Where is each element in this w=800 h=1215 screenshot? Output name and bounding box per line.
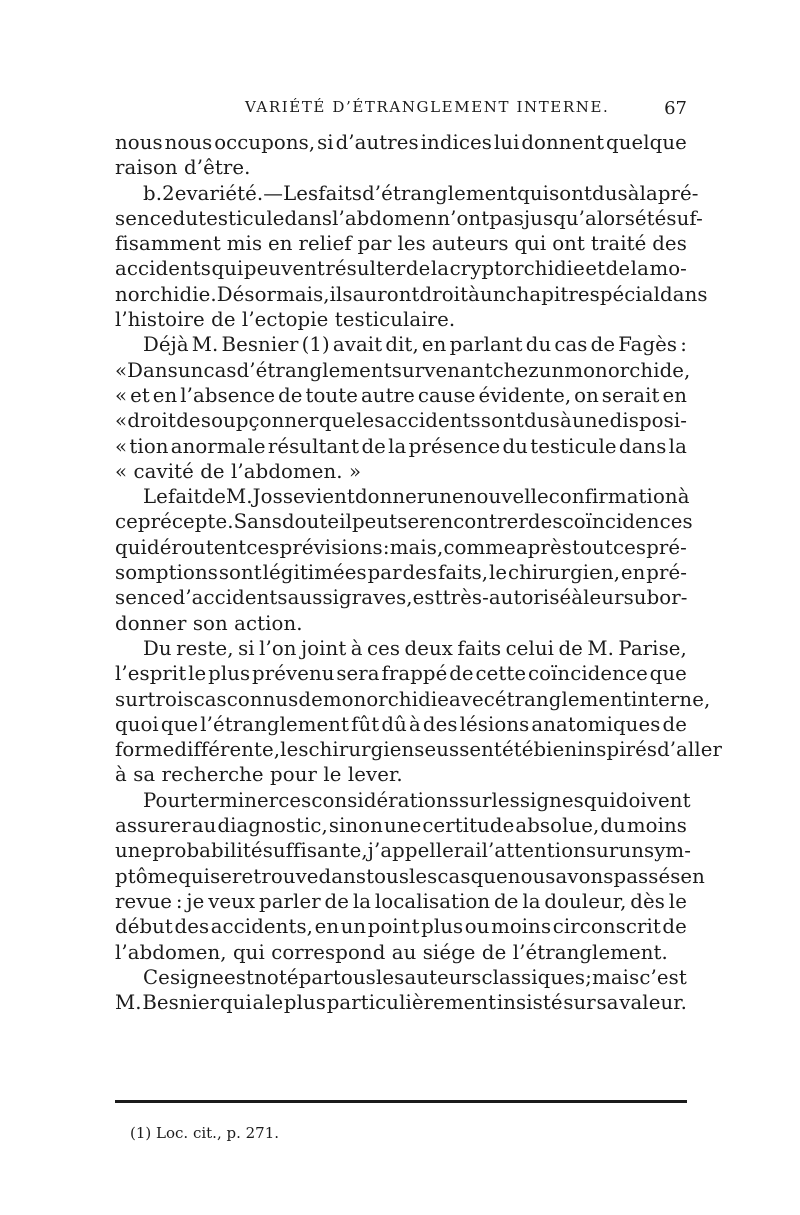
text-line: « et en l’absence de toute autre cause évidente, on serait en <box>115 383 687 407</box>
text-line: somptions sont légitimées par des faits, le chirurgien, en pré- <box>115 561 687 585</box>
text-line: ce précepte. Sans doute il peut se rencontrer des coïncidences <box>115 510 693 534</box>
page-header <box>115 98 687 124</box>
text-line: nous nous occupons, si d’autres indices lui donnent quelque <box>115 131 687 154</box>
text-line: ptôme qui se retrouve dans tous les cas que nous avons passés en <box>115 864 705 888</box>
text-line: début des accidents, en un point plus ou moins circonscrit de <box>115 915 687 939</box>
text-line: Déjà M. Besnier (1) avait dit, en parlant du cas de Fagès : <box>143 333 687 357</box>
text-line: Le fait de M. Josse vient donner une nouvelle confirmation à <box>143 485 690 509</box>
text-line: assurer au diagnostic, sinon une certitude absolue, du moins <box>115 814 687 838</box>
text-line: l’histoire de l’ectopie testiculaire. <box>115 308 456 332</box>
text-line: « tion anormale résultant de la présence du testicule dans la <box>115 434 687 458</box>
text-line: sence du testicule dans l’abdomen n’ont pas jusqu’alors été suf- <box>115 206 703 230</box>
text-line: sence d’accidents aussi graves, est très-autorisé à leur subor- <box>115 586 688 610</box>
text-line: b. 2e variété. — Les faits d’étranglement qui sont dus à la pré- <box>143 181 699 205</box>
text-line: Du reste, si l’on joint à ces deux faits celui de M. Parise, <box>143 636 687 660</box>
text-line: l’esprit le plus prévenu sera frappé de cette coïncidence que <box>115 662 687 686</box>
text-line: Ce signe est noté par tous les auteurs classiques ; mais c’est <box>143 965 687 989</box>
text-line: norchidie. Désormais, ils auront droit à un chapitre spécial dans <box>115 282 708 306</box>
text-line: « Dans un cas d’étranglement survenant chez un monorchide, <box>115 358 691 382</box>
text-line: donner son action. <box>115 611 303 635</box>
page-number: 67 <box>664 98 687 119</box>
text-line: quoi que l’étranglement fût dû à des lésions anatomiques de <box>115 712 687 736</box>
text-line: « droit de soupçonner que les accidents sont dus à une disposi- <box>115 409 687 433</box>
text-line: fisamment mis en relief par les auteurs qui ont traité des <box>115 232 687 256</box>
text-line: accidents qui peuvent résulter de la cryptorchidie et de la mo- <box>115 257 687 281</box>
footnote-rule <box>115 1100 687 1103</box>
text-line: M. Besnier qui a le plus particulièrement insisté sur sa valeur. <box>115 991 687 1015</box>
text-line: à sa recherche pour le lever. <box>115 763 403 787</box>
text-line: raison d’être. <box>115 156 251 180</box>
running-title: VARIÉTÉ D’ÉTRANGLEMENT INTERNE. <box>245 98 610 116</box>
text-line: forme différente, les chirurgiens eussent été bien inspirés d’aller <box>115 738 723 762</box>
footnote: (1) Loc. cit., p. 271. <box>130 1124 280 1142</box>
text-line: Pour terminer ces considérations sur les signes qui doivent <box>143 788 691 812</box>
text-line: sur trois cas connus de monorchidie avec étranglement interne, <box>115 687 711 711</box>
body-text <box>115 130 723 1015</box>
text-line: revue : je veux parler de la localisation de la douleur, dès le <box>115 889 687 913</box>
text-line: qui déroutent ces prévisions : mais, comme après tout ces pré- <box>115 535 687 559</box>
text-line: une probabilité suffisante, j’appellerai l’attention sur un sym- <box>115 839 691 863</box>
text-line: l’abdomen, qui correspond au siége de l’étranglement. <box>115 940 668 964</box>
text-line: « cavité de l’abdomen. » <box>115 459 362 483</box>
